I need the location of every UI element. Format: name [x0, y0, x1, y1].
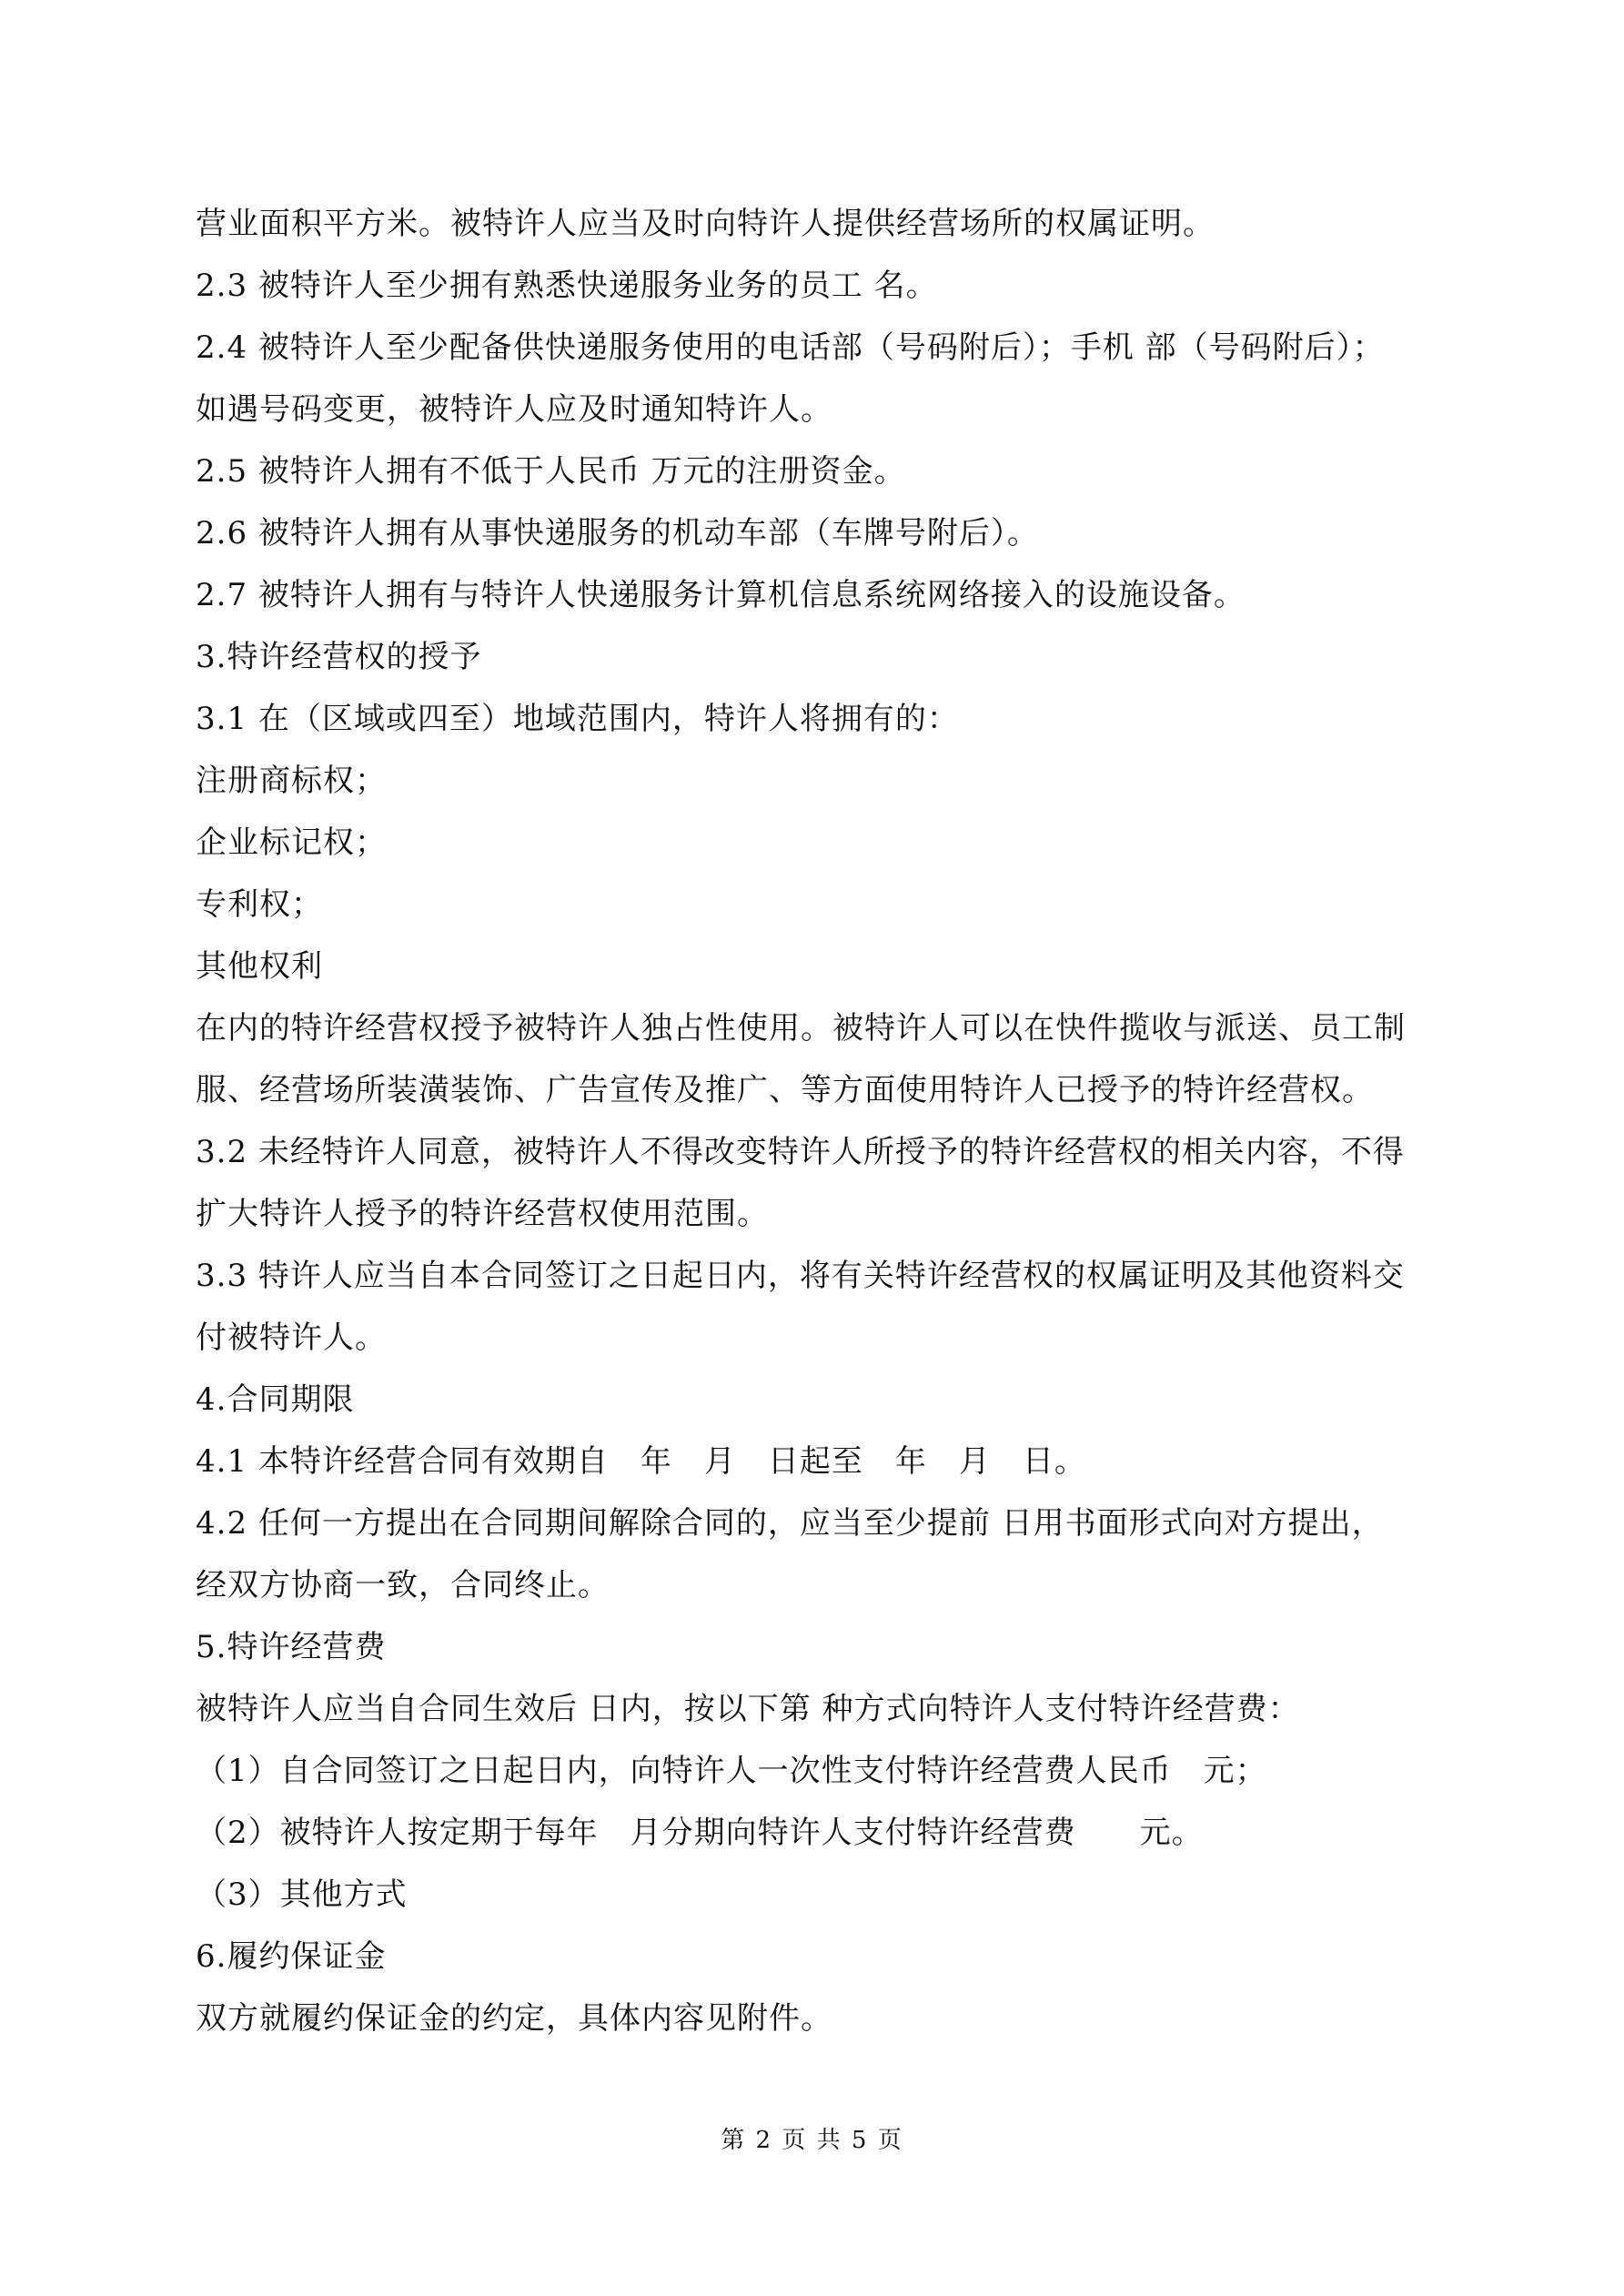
clause-3-2: 3.2 未经特许人同意，被特许人不得改变特许人所授予的特许经营权的相关内容，不得: [196, 1134, 1405, 1170]
clause-4-1: 4.1 本特许经营合同有效期自 年 月 日起至 年 月 日。: [196, 1443, 1086, 1480]
paragraph-line: 服、经营场所装潢装饰、广告宣传及推广、等方面使用特许人已授予的特许经营权。: [196, 1072, 1374, 1108]
paragraph-line: 被特许人应当自合同生效后 日内，按以下第 种方式向特许人支付特许经营费：: [196, 1691, 1300, 1727]
section-heading-6: 6.履约保证金: [196, 1938, 387, 1975]
list-item: 企业标记权；: [196, 824, 387, 861]
paragraph-line: 双方就履约保证金的约定，具体内容见附件。: [196, 2000, 832, 2037]
section-heading-5: 5.特许经营费: [196, 1629, 387, 1665]
paragraph-line: 营业面积平方米。被特许人应当及时向特许人提供经营场所的权属证明。: [196, 206, 1215, 242]
section-heading-4: 4.合同期限: [196, 1381, 355, 1418]
paragraph-line: 在内的特许经营权授予被特许人独占性使用。被特许人可以在快件揽收与派送、员工制: [196, 1010, 1406, 1047]
page-number-footer: 第 2 页 共 5 页: [721, 2127, 903, 2154]
paragraph-line: 扩大特许人授予的特许经营权使用范围。: [196, 1196, 769, 1232]
list-item: 注册商标权；: [196, 763, 387, 799]
paragraph-line: 付被特许人。: [196, 1320, 387, 1356]
payment-option-2: （2）被特许人按定期于每年 月分期向特许人支付特许经营费 元。: [196, 1815, 1204, 1851]
paragraph-line: 如遇号码变更，被特许人应及时通知特许人。: [196, 391, 832, 428]
list-item: 其他权利: [196, 948, 323, 985]
section-heading-3: 3.特许经营权的授予: [196, 639, 482, 675]
clause-2-6: 2.6 被特许人拥有从事快递服务的机动车部（车牌号附后）。: [196, 515, 1039, 551]
clause-4-2: 4.2 任何一方提出在合同期间解除合同的，应当至少提前 日用书面形式向对方提出，: [196, 1505, 1384, 1542]
clause-3-1: 3.1 在（区域或四至）地域范围内，特许人将拥有的：: [196, 701, 959, 737]
clause-2-4: 2.4 被特许人至少配备供快递服务使用的电话部（号码附后）；手机 部（号码附后）；: [196, 329, 1385, 366]
payment-option-1: （1）自合同签订之日起日内，向特许人一次性支付特许经营费人民币 元；: [196, 1753, 1267, 1789]
clause-3-3: 3.3 特许人应当自本合同签订之日起日内，将有关特许经营权的权属证明及其他资料交: [196, 1258, 1405, 1294]
document-body: [196, 193, 1437, 2049]
list-item: 专利权；: [196, 886, 323, 923]
paragraph-line: 经双方协商一致，合同终止。: [196, 1567, 610, 1603]
clause-2-7: 2.7 被特许人拥有与特许人快递服务计算机信息系统网络接入的设施设备。: [196, 577, 1246, 613]
payment-option-3: （3）其他方式: [196, 1876, 408, 1913]
clause-2-3: 2.3 被特许人至少拥有熟悉快递服务业务的员工 名。: [196, 268, 938, 304]
clause-2-5: 2.5 被特许人拥有不低于人民币 万元的注册资金。: [196, 453, 906, 490]
